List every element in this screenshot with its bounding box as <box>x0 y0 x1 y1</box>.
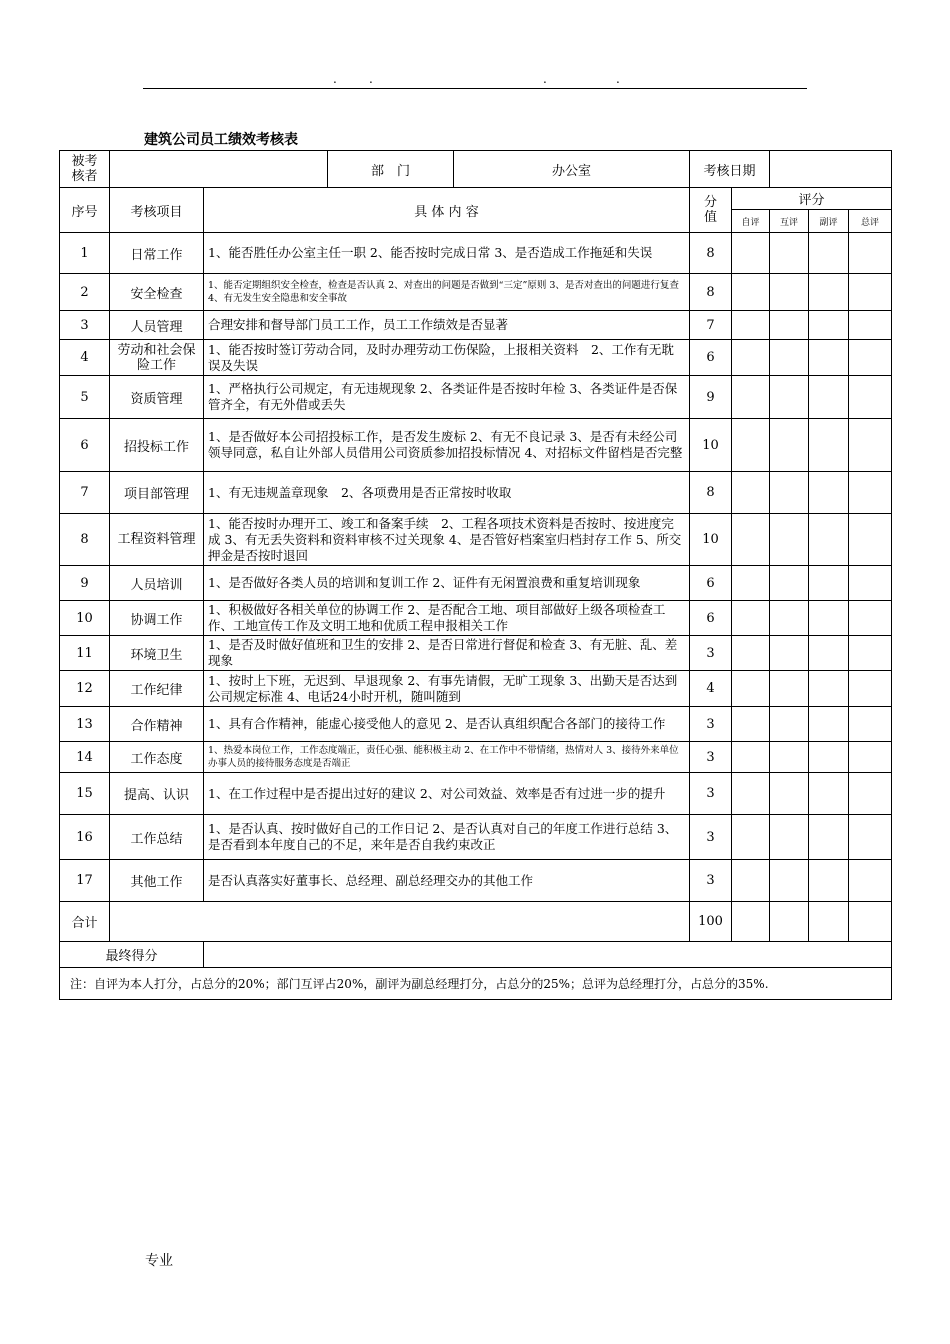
peer-score-cell[interactable] <box>770 233 809 274</box>
general-score-cell[interactable] <box>849 566 892 601</box>
deputy-score-cell[interactable] <box>809 311 849 340</box>
table-row <box>60 773 892 815</box>
general-total-cell[interactable] <box>849 902 892 942</box>
row-points: 7 <box>690 311 732 340</box>
row-content: 1、是否做好本公司招投标工作，是否发生废标 2、有无不良记录 3、是否有未经公司领导同意，私自让外部人员借用公司资质参加招投标情况 4、对招标文件留档是否完整 <box>204 419 690 472</box>
row-number: 7 <box>60 472 110 514</box>
self-score-cell[interactable] <box>732 636 770 671</box>
peer-score-cell[interactable] <box>770 742 809 773</box>
general-score-cell[interactable] <box>849 233 892 274</box>
general-score-cell[interactable] <box>849 773 892 815</box>
deputy-score-cell[interactable] <box>809 707 849 742</box>
weighting-note: 注：自评为本人打分，占总分的20%；部门互评占20%，副评为副总经理打分，占总分的25%；总评为总经理打分，占总分的35%. <box>60 968 892 1000</box>
examinee-label: 被考核者 <box>60 151 110 188</box>
header-dot: . <box>333 72 337 86</box>
col-header-content: 具 体 内 容 <box>204 188 690 233</box>
total-row <box>60 902 892 942</box>
peer-total-cell[interactable] <box>770 902 809 942</box>
self-score-cell[interactable] <box>732 274 770 311</box>
table-row <box>60 742 892 773</box>
row-points: 6 <box>690 601 732 636</box>
peer-score-cell[interactable] <box>770 707 809 742</box>
general-score-cell[interactable] <box>849 274 892 311</box>
table-row <box>60 233 892 274</box>
deputy-score-cell[interactable] <box>809 340 849 376</box>
row-number: 12 <box>60 671 110 707</box>
row-number: 1 <box>60 233 110 274</box>
row-item: 人员管理 <box>110 311 204 340</box>
row-item: 其他工作 <box>110 860 204 902</box>
peer-score-cell[interactable] <box>770 773 809 815</box>
general-score-cell[interactable] <box>849 340 892 376</box>
row-content: 1、能否定期组织安全检查，检查是否认真 2、对查出的问题是否做到“三定”原则 3、是否对查出的问题进行复查 4、有无发生安全隐患和安全事故 <box>204 274 690 311</box>
peer-score-cell[interactable] <box>770 636 809 671</box>
row-item: 工作态度 <box>110 742 204 773</box>
row-number: 15 <box>60 773 110 815</box>
row-content: 1、能否胜任办公室主任一职 2、能否按时完成日常 3、是否造成工作拖延和失误 <box>204 233 690 274</box>
general-score-cell[interactable] <box>849 707 892 742</box>
table-row <box>60 274 892 311</box>
deputy-score-cell[interactable] <box>809 566 849 601</box>
header-dot: . <box>543 72 547 86</box>
general-score-cell[interactable] <box>849 376 892 419</box>
row-points: 9 <box>690 376 732 419</box>
self-score-cell[interactable] <box>732 860 770 902</box>
general-score-cell[interactable] <box>849 742 892 773</box>
self-score-cell[interactable] <box>732 376 770 419</box>
row-item: 协调工作 <box>110 601 204 636</box>
table-row <box>60 419 892 472</box>
row-content: 是否认真落实好董事长、总经理、副总经理交办的其他工作 <box>204 860 690 902</box>
note-row <box>60 968 892 1000</box>
general-score-cell[interactable] <box>849 419 892 472</box>
document-title: 建筑公司员工绩效考核表 <box>144 132 298 148</box>
row-item: 提高、认识 <box>110 773 204 815</box>
deputy-score-cell[interactable] <box>809 636 849 671</box>
peer-score-cell[interactable] <box>770 274 809 311</box>
row-item: 项目部管理 <box>110 472 204 514</box>
row-content: 1、能否按时签订劳动合同，及时办理劳动工伤保险，上报相关资料 2、工作有无耽误及失误 <box>204 340 690 376</box>
row-content: 1、有无违规盖章现象 2、各项费用是否正常按时收取 <box>204 472 690 514</box>
table-row <box>60 860 892 902</box>
col-header-points: 分值 <box>690 188 732 233</box>
self-score-cell[interactable] <box>732 419 770 472</box>
deputy-score-cell[interactable] <box>809 742 849 773</box>
deputy-score-cell[interactable] <box>809 815 849 860</box>
self-score-cell[interactable] <box>732 233 770 274</box>
row-item: 合作精神 <box>110 707 204 742</box>
table-row <box>60 566 892 601</box>
self-score-cell[interactable] <box>732 773 770 815</box>
header-dot: . <box>616 72 620 86</box>
col-header-general: 总评 <box>849 210 892 233</box>
row-points: 8 <box>690 274 732 311</box>
final-score-row <box>60 942 892 968</box>
col-header-self: 自评 <box>732 210 770 233</box>
examinee-field[interactable] <box>110 151 328 188</box>
row-content: 1、是否及时做好值班和卫生的安排 2、是否日常进行督促和检查 3、有无脏、乱、差现象 <box>204 636 690 671</box>
row-content: 1、是否做好各类人员的培训和复训工作 2、证件有无闲置浪费和重复培训现象 <box>204 566 690 601</box>
self-score-cell[interactable] <box>732 671 770 707</box>
col-header-peer: 互评 <box>770 210 809 233</box>
row-content: 1、热爱本岗位工作，工作态度端正，责任心强、能积极主动 2、在工作中不带情绪，热情对人 3、接待外来单位办事人员的接待服务态度是否端正 <box>204 742 690 773</box>
row-number: 10 <box>60 601 110 636</box>
peer-score-cell[interactable] <box>770 671 809 707</box>
total-blank <box>110 902 690 942</box>
row-item: 资质管理 <box>110 376 204 419</box>
deputy-score-cell[interactable] <box>809 773 849 815</box>
deputy-score-cell[interactable] <box>809 472 849 514</box>
general-score-cell[interactable] <box>849 671 892 707</box>
self-score-cell[interactable] <box>732 601 770 636</box>
row-points: 3 <box>690 860 732 902</box>
self-score-cell[interactable] <box>732 514 770 566</box>
deputy-score-cell[interactable] <box>809 601 849 636</box>
row-points: 6 <box>690 566 732 601</box>
row-points: 3 <box>690 773 732 815</box>
review-date-field[interactable] <box>770 151 892 188</box>
deputy-total-cell[interactable] <box>809 902 849 942</box>
row-number: 9 <box>60 566 110 601</box>
table-row <box>60 671 892 707</box>
deputy-score-cell[interactable] <box>809 233 849 274</box>
row-number: 4 <box>60 340 110 376</box>
peer-score-cell[interactable] <box>770 472 809 514</box>
general-score-cell[interactable] <box>849 472 892 514</box>
row-item: 劳动和社会保险工作 <box>110 340 204 376</box>
row-points: 3 <box>690 742 732 773</box>
general-score-cell[interactable] <box>849 311 892 340</box>
row-number: 5 <box>60 376 110 419</box>
col-header-deputy: 副评 <box>809 210 849 233</box>
row-content: 1、在工作过程中是否提出过好的建议 2、对公司效益、效率是否有过进一步的提升 <box>204 773 690 815</box>
row-number: 14 <box>60 742 110 773</box>
table-row <box>60 311 892 340</box>
peer-score-cell[interactable] <box>770 601 809 636</box>
col-header-no: 序号 <box>60 188 110 233</box>
row-number: 13 <box>60 707 110 742</box>
final-score-label: 最终得分 <box>60 942 204 968</box>
self-score-cell[interactable] <box>732 815 770 860</box>
peer-score-cell[interactable] <box>770 566 809 601</box>
department-label: 部 门 <box>328 151 454 188</box>
table-row <box>60 472 892 514</box>
peer-score-cell[interactable] <box>770 514 809 566</box>
general-score-cell[interactable] <box>849 860 892 902</box>
row-points: 3 <box>690 815 732 860</box>
col-header-score: 评分 <box>732 188 892 210</box>
header-rule <box>143 72 807 89</box>
review-date-label: 考核日期 <box>690 151 770 188</box>
row-points: 8 <box>690 472 732 514</box>
table-row <box>60 340 892 376</box>
row-content: 1、积极做好各相关单位的协调工作 2、是否配合工地、项目部做好上级各项检查工作、工地宣传工作及文明工地和优质工程申报相关工作 <box>204 601 690 636</box>
row-points: 10 <box>690 514 732 566</box>
column-header-row <box>60 188 892 210</box>
row-item: 日常工作 <box>110 233 204 274</box>
row-points: 3 <box>690 636 732 671</box>
self-total-cell[interactable] <box>732 902 770 942</box>
row-content: 1、是否认真、按时做好自己的工作日记 2、是否认真对自己的年度工作进行总结 3、是否看到本年度自己的不足，来年是否自我约束改正 <box>204 815 690 860</box>
peer-score-cell[interactable] <box>770 815 809 860</box>
general-score-cell[interactable] <box>849 601 892 636</box>
header-dot: . <box>369 72 373 86</box>
row-content: 1、按时上下班，无迟到、早退现象 2、有事先请假，无旷工现象 3、出勤天是否达到公司规定标准 4、电话24小时开机，随叫随到 <box>204 671 690 707</box>
row-item: 工作纪律 <box>110 671 204 707</box>
table-row <box>60 514 892 566</box>
row-points: 4 <box>690 671 732 707</box>
info-row <box>60 151 892 188</box>
row-points: 10 <box>690 419 732 472</box>
row-content: 1、具有合作精神，能虚心接受他人的意见 2、是否认真组织配合各部门的接待工作 <box>204 707 690 742</box>
row-content: 1、严格执行公司规定，有无违规现象 2、各类证件是否按时年检 3、各类证件是否保管齐全，有无外借或丢失 <box>204 376 690 419</box>
table-row <box>60 376 892 419</box>
deputy-score-cell[interactable] <box>809 514 849 566</box>
col-header-item: 考核项目 <box>110 188 204 233</box>
deputy-score-cell[interactable] <box>809 671 849 707</box>
row-item: 安全检查 <box>110 274 204 311</box>
row-content: 合理安排和督导部门员工工作，员工工作绩效是否显著 <box>204 311 690 340</box>
row-number: 3 <box>60 311 110 340</box>
row-number: 16 <box>60 815 110 860</box>
final-score-field[interactable] <box>204 942 892 968</box>
table-row <box>60 707 892 742</box>
row-number: 8 <box>60 514 110 566</box>
peer-score-cell[interactable] <box>770 340 809 376</box>
peer-score-cell[interactable] <box>770 311 809 340</box>
table-row <box>60 636 892 671</box>
row-points: 6 <box>690 340 732 376</box>
department-value: 办公室 <box>454 151 690 188</box>
footer-label: 专业 <box>145 1253 173 1269</box>
peer-score-cell[interactable] <box>770 376 809 419</box>
self-score-cell[interactable] <box>732 340 770 376</box>
self-score-cell[interactable] <box>732 707 770 742</box>
appraisal-table <box>59 150 892 1000</box>
general-score-cell[interactable] <box>849 815 892 860</box>
row-number: 17 <box>60 860 110 902</box>
self-score-cell[interactable] <box>732 742 770 773</box>
deputy-score-cell[interactable] <box>809 860 849 902</box>
row-item: 环境卫生 <box>110 636 204 671</box>
deputy-score-cell[interactable] <box>809 419 849 472</box>
total-points: 100 <box>690 902 732 942</box>
row-content: 1、能否按时办理开工、竣工和备案手续 2、工程各项技术资料是否按时、按进度完成 3、有无丢失资料和资料审核不过关现象 4、是否管好档案室归档封存工作 5、所交押金是否按时退回 <box>204 514 690 566</box>
total-label: 合计 <box>60 902 110 942</box>
self-score-cell[interactable] <box>732 566 770 601</box>
row-number: 11 <box>60 636 110 671</box>
row-points: 3 <box>690 707 732 742</box>
general-score-cell[interactable] <box>849 514 892 566</box>
table-row <box>60 815 892 860</box>
row-points: 8 <box>690 233 732 274</box>
self-score-cell[interactable] <box>732 472 770 514</box>
peer-score-cell[interactable] <box>770 860 809 902</box>
row-item: 工作总结 <box>110 815 204 860</box>
peer-score-cell[interactable] <box>770 419 809 472</box>
general-score-cell[interactable] <box>849 636 892 671</box>
row-number: 6 <box>60 419 110 472</box>
row-item: 人员培训 <box>110 566 204 601</box>
deputy-score-cell[interactable] <box>809 376 849 419</box>
row-item: 招投标工作 <box>110 419 204 472</box>
row-number: 2 <box>60 274 110 311</box>
deputy-score-cell[interactable] <box>809 274 849 311</box>
row-item: 工程资料管理 <box>110 514 204 566</box>
table-row <box>60 601 892 636</box>
self-score-cell[interactable] <box>732 311 770 340</box>
